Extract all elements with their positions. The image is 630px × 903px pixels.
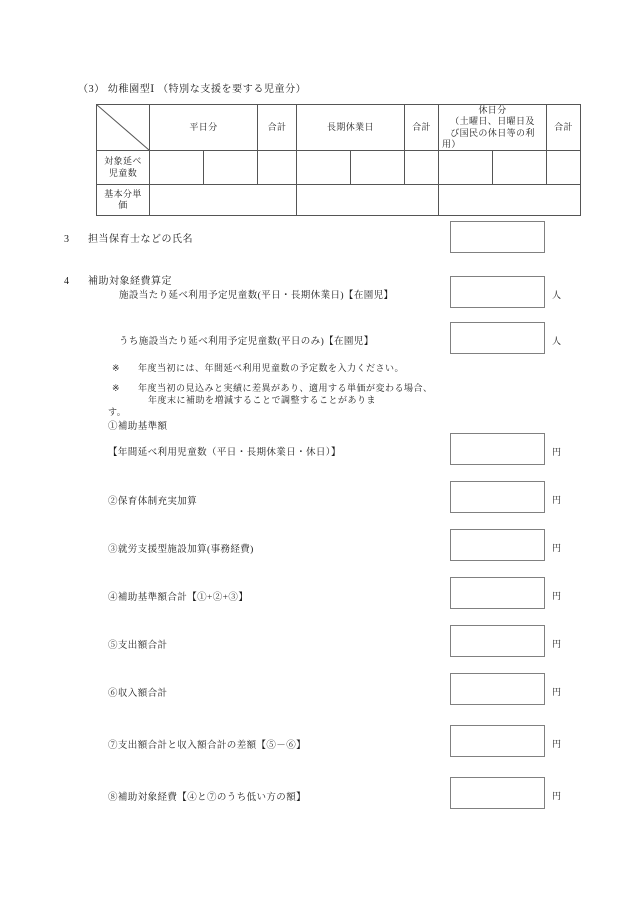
row-stub-line-1: 対象延べ (104, 156, 142, 167)
cell-subtotal-1[interactable] (258, 151, 297, 185)
cell-subtotal-2[interactable] (405, 151, 439, 185)
header-long-break: 長期休業日 (297, 105, 405, 151)
row-stub-line-2: 児童数 (108, 167, 138, 178)
calc-item-label-6: ⑥収入額合計 (108, 689, 168, 699)
calc-item-label-1: ①補助基準額 (108, 422, 168, 432)
calc-item-label-7: ⑦支出額合計と収入額合計の差額【⑤－⑥】 (108, 741, 307, 751)
unit-label-yen: 円 (552, 791, 562, 801)
calc-item-label-annual-total: 【年間延べ利用児童数（平日・長期休業日・休日）】 (108, 448, 341, 458)
calc-input-4[interactable] (450, 577, 545, 609)
children-count-table (96, 104, 581, 216)
table-row (97, 151, 581, 185)
note-mark: ※ (112, 383, 121, 393)
calc-input-7[interactable] (450, 725, 545, 757)
calc-input-3[interactable] (450, 529, 545, 561)
table-corner-cell (97, 105, 150, 151)
calc-input-annual-total[interactable] (450, 433, 545, 465)
unit-label-people: 人 (552, 336, 562, 346)
calc-item-label-5: ⑤支出額合計 (108, 641, 168, 651)
table-row (97, 185, 581, 216)
planned-children-weekday-only-input[interactable] (450, 322, 545, 354)
section-4-heading (64, 272, 172, 287)
note-text: 年度当初の見込みと実績に差異があり、適用する単価が変わる場合、 (138, 383, 433, 393)
section-3-label: 担当保育士などの氏名 (88, 234, 193, 245)
header-weekday: 平日分 (150, 105, 258, 151)
cell-weekday-b[interactable] (204, 151, 258, 185)
header-holiday-line-3: び国民の休日等の利 (450, 127, 535, 138)
header-subtotal-3: 合計 (547, 105, 581, 151)
calc-input-2[interactable] (450, 481, 545, 513)
header-subtotal-1: 合計 (258, 105, 297, 151)
row-stub-target-children (97, 151, 150, 185)
row-stub-line-2: 価 (118, 200, 128, 210)
section-4-number: 4 (64, 276, 70, 287)
cell-weekday-a[interactable] (150, 151, 204, 185)
note-text: 年度当初には、年間延べ利用児童数の予定数を入力ください。 (138, 363, 405, 373)
note-continuation-line-2: す。 (108, 407, 127, 417)
unit-label-yen: 円 (552, 543, 562, 553)
cell-subtotal-3[interactable] (547, 151, 581, 185)
header-subtotal-2: 合計 (405, 105, 439, 151)
cell-longbreak-a[interactable] (297, 151, 351, 185)
planned-children-weekday-longbreak-input[interactable] (450, 276, 545, 308)
unit-label-yen: 円 (552, 739, 562, 749)
calc-input-5[interactable] (450, 625, 545, 657)
unit-label-yen: 円 (552, 639, 562, 649)
header-holiday-line-4: 用） (442, 138, 461, 149)
cell-unitprice-weekday[interactable] (150, 185, 297, 216)
header-holiday-line-2: （土曜日、日曜日及 (450, 116, 535, 127)
note-continuation-line-1: 年度末に補助を増減することで調整することがありま (148, 395, 377, 405)
section-4-label: 補助対象経費算定 (88, 276, 172, 287)
diagonal-line-icon (97, 105, 149, 150)
calc-item-label-8: ⑧補助対象経費【④と⑦のうち低い方の額】 (108, 793, 307, 803)
row-stub-base-unit-price (97, 185, 150, 216)
calc-input-8[interactable] (450, 777, 545, 809)
calc-item-label-3: ③就労支援型施設加算(事務経費) (108, 545, 254, 555)
section-3-number: 3 (64, 234, 70, 245)
row-stub-line-1: 基本分単 (104, 188, 142, 199)
cell-unitprice-longbreak[interactable] (297, 185, 439, 216)
calc-item-label-2: ②保育体制充実加算 (108, 497, 198, 507)
table-header-row (97, 105, 581, 151)
unit-label-yen: 円 (552, 687, 562, 697)
cell-longbreak-b[interactable] (351, 151, 405, 185)
note-mark: ※ (112, 363, 121, 373)
page-title: （3） 幼稚園型Ⅰ （特別な支援を要する児童分） (78, 84, 307, 95)
cell-holiday-b[interactable] (493, 151, 547, 185)
cell-holiday-a[interactable] (439, 151, 493, 185)
unit-label-people: 人 (552, 290, 562, 300)
unit-label-yen: 円 (552, 447, 562, 457)
unit-label-yen: 円 (552, 495, 562, 505)
calc-item-label-4: ④補助基準額合計【①+②+③】 (108, 593, 249, 603)
field-label-planned-children-weekday-only: うち施設当たり延べ利用予定児童数(平日のみ)【在園児】 (119, 337, 374, 347)
section-3-heading (64, 230, 193, 245)
note-line-1 (112, 361, 404, 374)
calc-input-6[interactable] (450, 673, 545, 705)
unit-label-yen: 円 (552, 591, 562, 601)
cell-unitprice-holiday[interactable] (439, 185, 581, 216)
header-holiday-line-1: 休日分 (478, 105, 507, 115)
field-label-planned-children-weekday-longbreak: 施設当たり延べ利用予定児童数(平日・長期休業日)【在園児】 (119, 291, 394, 301)
staff-name-input[interactable] (450, 221, 545, 253)
header-holiday (439, 105, 547, 151)
